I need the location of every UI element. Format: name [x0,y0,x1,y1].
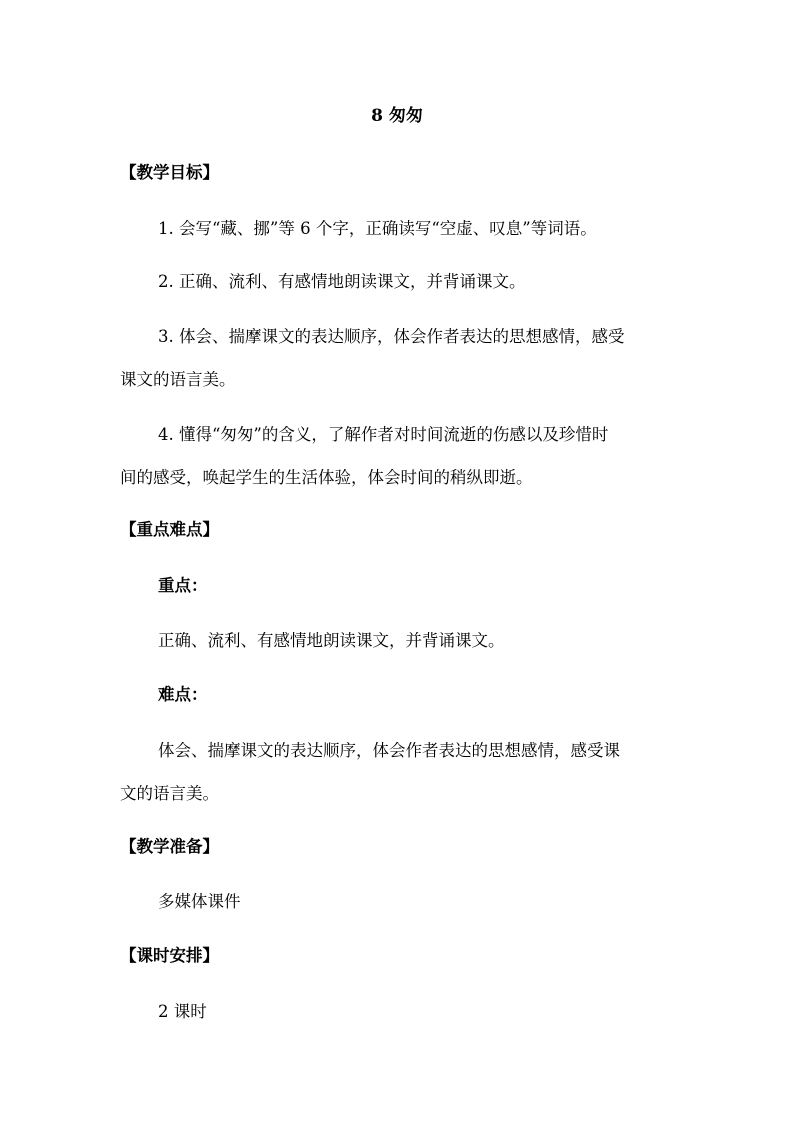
difficulty-label: 难点： [158,685,208,704]
key-points-heading: 【重点难点】 [120,520,219,539]
difficulty-text-line-1: 体会、揣摩课文的表达顺序，体会作者表达的思想感情，感受课 [158,741,620,760]
objectives-heading: 【教学目标】 [120,163,219,182]
objective-item-4: 4. 懂得“匆匆”的含义，了解作者对时间流逝的伤感以及珍惜时 [158,425,609,444]
focus-text: 正确、流利、有感情地朗读课文，并背诵课文。 [158,631,505,650]
preparation-text: 多媒体课件 [158,892,241,911]
objective-item-2: 2. 正确、流利、有感情地朗读课文，并背诵课文。 [158,272,526,291]
objective-item-1: 1. 会写“藏、挪”等 6 个字，正确读写“空虚、叹息”等词语。 [158,219,597,238]
objective-item-3: 3. 体会、揣摩课文的表达顺序，体会作者表达的思想感情，感受 [158,327,625,346]
preparation-heading: 【教学准备】 [120,837,219,856]
objective-item-3-continued: 课文的语言美。 [120,370,236,389]
schedule-heading: 【课时安排】 [120,946,219,965]
objective-item-4-continued: 间的感受，唤起学生的生活体验，体会时间的稍纵即逝。 [120,468,533,487]
focus-label: 重点： [158,576,208,595]
difficulty-text-line-2: 文的语言美。 [120,784,219,803]
lesson-title: 8 匆匆 [371,106,423,126]
schedule-text: 2 课时 [158,1002,207,1021]
